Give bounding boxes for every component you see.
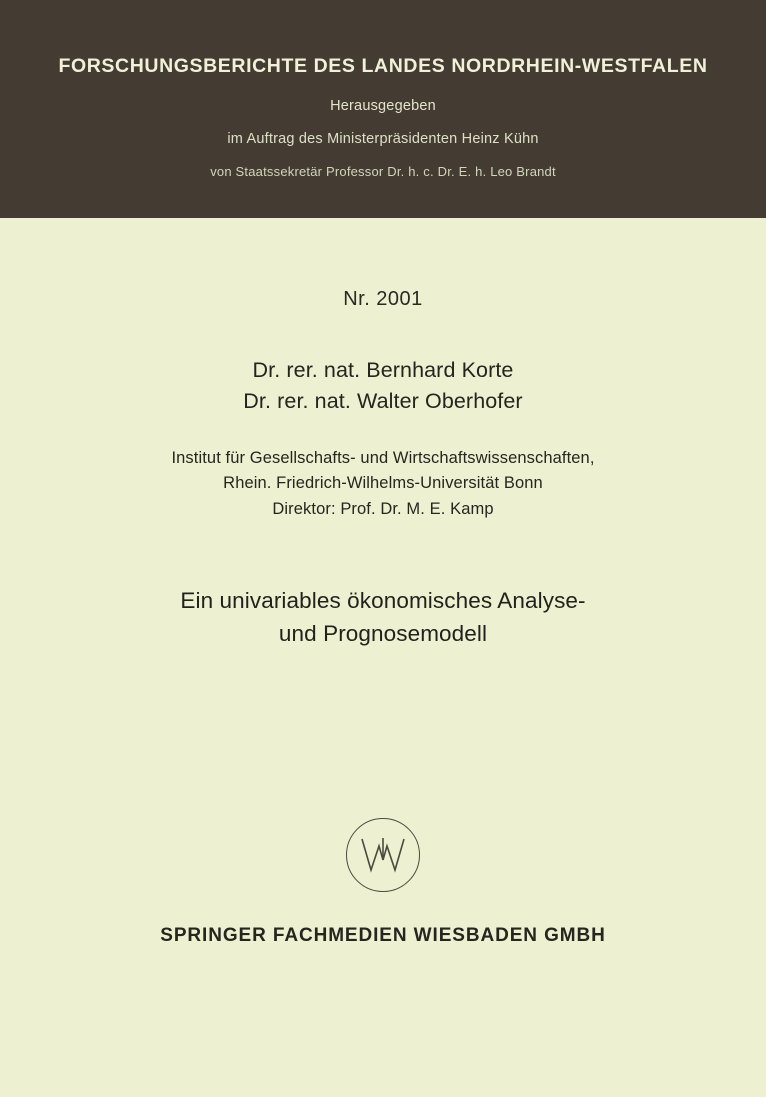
- page-title: [0, 584, 766, 652]
- state-secretary-text: von Staatssekretär Professor Dr. h. c. Dr. E. h. Leo Brandt: [210, 164, 556, 180]
- publisher-logo: [0, 818, 766, 897]
- cover-body: [0, 218, 766, 1097]
- series-header-band: [0, 0, 766, 218]
- series-title: FORSCHUNGSBERICHTE DES LANDES NORDRHEIN-WESTFALEN: [58, 55, 708, 77]
- institute-line: Rhein. Friedrich-Wilhelms-Universität Bonn: [223, 474, 543, 493]
- w-monogram-icon: [357, 834, 409, 876]
- page-title-line: Ein univariables ökonomisches Analyse-: [180, 587, 586, 613]
- published-by-label: Herausgegeben: [330, 98, 436, 115]
- author-name: Dr. rer. nat. Walter Oberhofer: [243, 388, 523, 413]
- publisher-logo-circle-icon: [346, 818, 420, 892]
- page-title-line: und Prognosemodell: [278, 621, 488, 647]
- author-name: Dr. rer. nat. Bernhard Korte: [252, 358, 514, 382]
- institute-block: [0, 446, 766, 522]
- institute-line: Direktor: Prof. Dr. M. E. Kamp: [272, 499, 494, 518]
- institute-line: Institut für Gesellschafts- und Wirtschaftswissenschaften,: [171, 449, 595, 468]
- publisher-name: SPRINGER FACHMEDIEN WIESBADEN GMBH: [160, 925, 606, 946]
- author-list: [0, 355, 766, 416]
- report-number: Nr. 2001: [343, 288, 423, 310]
- commissioned-by-text: im Auftrag des Ministerpräsidenten Heinz Kühn: [227, 131, 539, 148]
